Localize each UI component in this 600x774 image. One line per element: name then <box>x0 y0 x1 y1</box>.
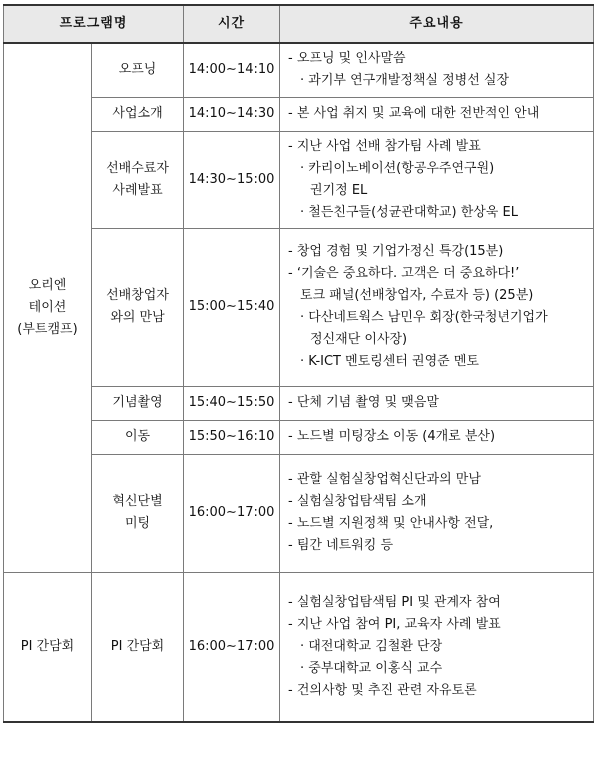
program-name-cell: 사업소개 <box>92 97 184 131</box>
content-line: 정신재단 이사장) <box>310 332 408 347</box>
content-line: · K-ICT 멘토링센터 권영준 멘토 <box>300 354 479 369</box>
program-schedule-table <box>3 4 594 723</box>
program-name-cell: 혁신단별 미팅 <box>92 454 184 572</box>
content-line: - 지난 사업 선배 참가팀 사례 발표 <box>288 138 481 154</box>
table-row <box>4 97 594 131</box>
content-line: - 관할 실험실창업혁신단과의 만남 <box>288 472 481 487</box>
table-row <box>4 43 594 97</box>
time-cell: 15:40∼15:50 <box>184 386 280 420</box>
time-cell: 16:00∼17:00 <box>184 454 280 572</box>
program-name-cell: 오프닝 <box>92 43 184 97</box>
content-line: - 노드별 지원정책 및 안내사항 전달, <box>288 516 494 531</box>
header-row <box>4 5 594 43</box>
content-cell <box>280 97 594 131</box>
content-line: · 다산네트웍스 남민우 회장(한국청년기업가 <box>300 310 548 325</box>
content-cell <box>280 420 594 454</box>
time-cell: 14:30∼15:00 <box>184 131 280 228</box>
content-line: · 중부대학교 이홍식 교수 <box>300 660 443 676</box>
header-program: 프로그램명 <box>4 5 184 43</box>
content-cell <box>280 454 594 572</box>
program-name-cell: 이동 <box>92 420 184 454</box>
content-line: - 실험실창업탐색팀 PI 및 관계자 참여 <box>288 594 501 610</box>
content-cell <box>280 386 594 420</box>
content-cell <box>280 43 594 97</box>
content-line: - 지난 사업 참여 PI, 교육자 사례 발표 <box>288 616 501 632</box>
content-cell <box>280 131 594 228</box>
content-line: - 본 사업 취지 및 교육에 대한 전반적인 안내 <box>288 106 540 121</box>
content-line: - 오프닝 및 인사말씀 <box>288 51 406 67</box>
header-content: 주요내용 <box>280 5 594 43</box>
time-cell: 14:10∼14:30 <box>184 97 280 131</box>
content-line: · 철든친구들(성균관대학교) 한상욱 EL <box>300 204 518 220</box>
content-line: 권기정 EL <box>310 182 368 198</box>
program-name-cell: 선배창업자 와의 만남 <box>92 228 184 386</box>
time-cell: 16:00∼17:00 <box>184 572 280 722</box>
time-cell: 14:00∼14:10 <box>184 43 280 97</box>
table-row <box>4 228 594 386</box>
time-cell: 15:00∼15:40 <box>184 228 280 386</box>
content-line: 토크 패널(선배창업자, 수료자 등) (25분) <box>300 288 534 303</box>
table-row <box>4 131 594 228</box>
content-line: - 팀간 네트워킹 등 <box>288 538 394 553</box>
program-name-cell: PI 간담회 <box>92 572 184 722</box>
content-line: · 대전대학교 김철환 단장 <box>300 638 443 654</box>
content-line: - 실험실창업탐색팀 소개 <box>288 494 427 509</box>
table-row <box>4 454 594 572</box>
content-cell <box>280 572 594 722</box>
time-cell: 15:50∼16:10 <box>184 420 280 454</box>
content-line: · 카리이노베이션(항공우주연구원) <box>300 160 495 176</box>
program-name-cell: 기념촬영 <box>92 386 184 420</box>
content-line: - 단체 기념 촬영 및 맺음말 <box>288 395 439 410</box>
table-row <box>4 572 594 722</box>
program-name-cell: 선배수료자 사례발표 <box>92 131 184 228</box>
content-cell <box>280 228 594 386</box>
content-line: - 노드별 미팅장소 이동 (4개로 분산) <box>288 429 496 444</box>
content-line: - 창업 경험 및 기업가정신 특강(15분) <box>288 244 504 259</box>
group-cell: 오리엔 테이션 (부트캠프) <box>4 43 92 572</box>
content-line: · 과기부 연구개발정책실 정병선 실장 <box>300 73 510 89</box>
table-row <box>4 386 594 420</box>
table-row <box>4 420 594 454</box>
group-cell: PI 간담회 <box>4 572 92 722</box>
content-line: - ‘기술은 중요하다. 고객은 더 중요하다!’ <box>288 266 520 281</box>
header-time: 시간 <box>184 5 280 43</box>
content-line: - 건의사항 및 추진 관련 자유토론 <box>288 682 477 698</box>
